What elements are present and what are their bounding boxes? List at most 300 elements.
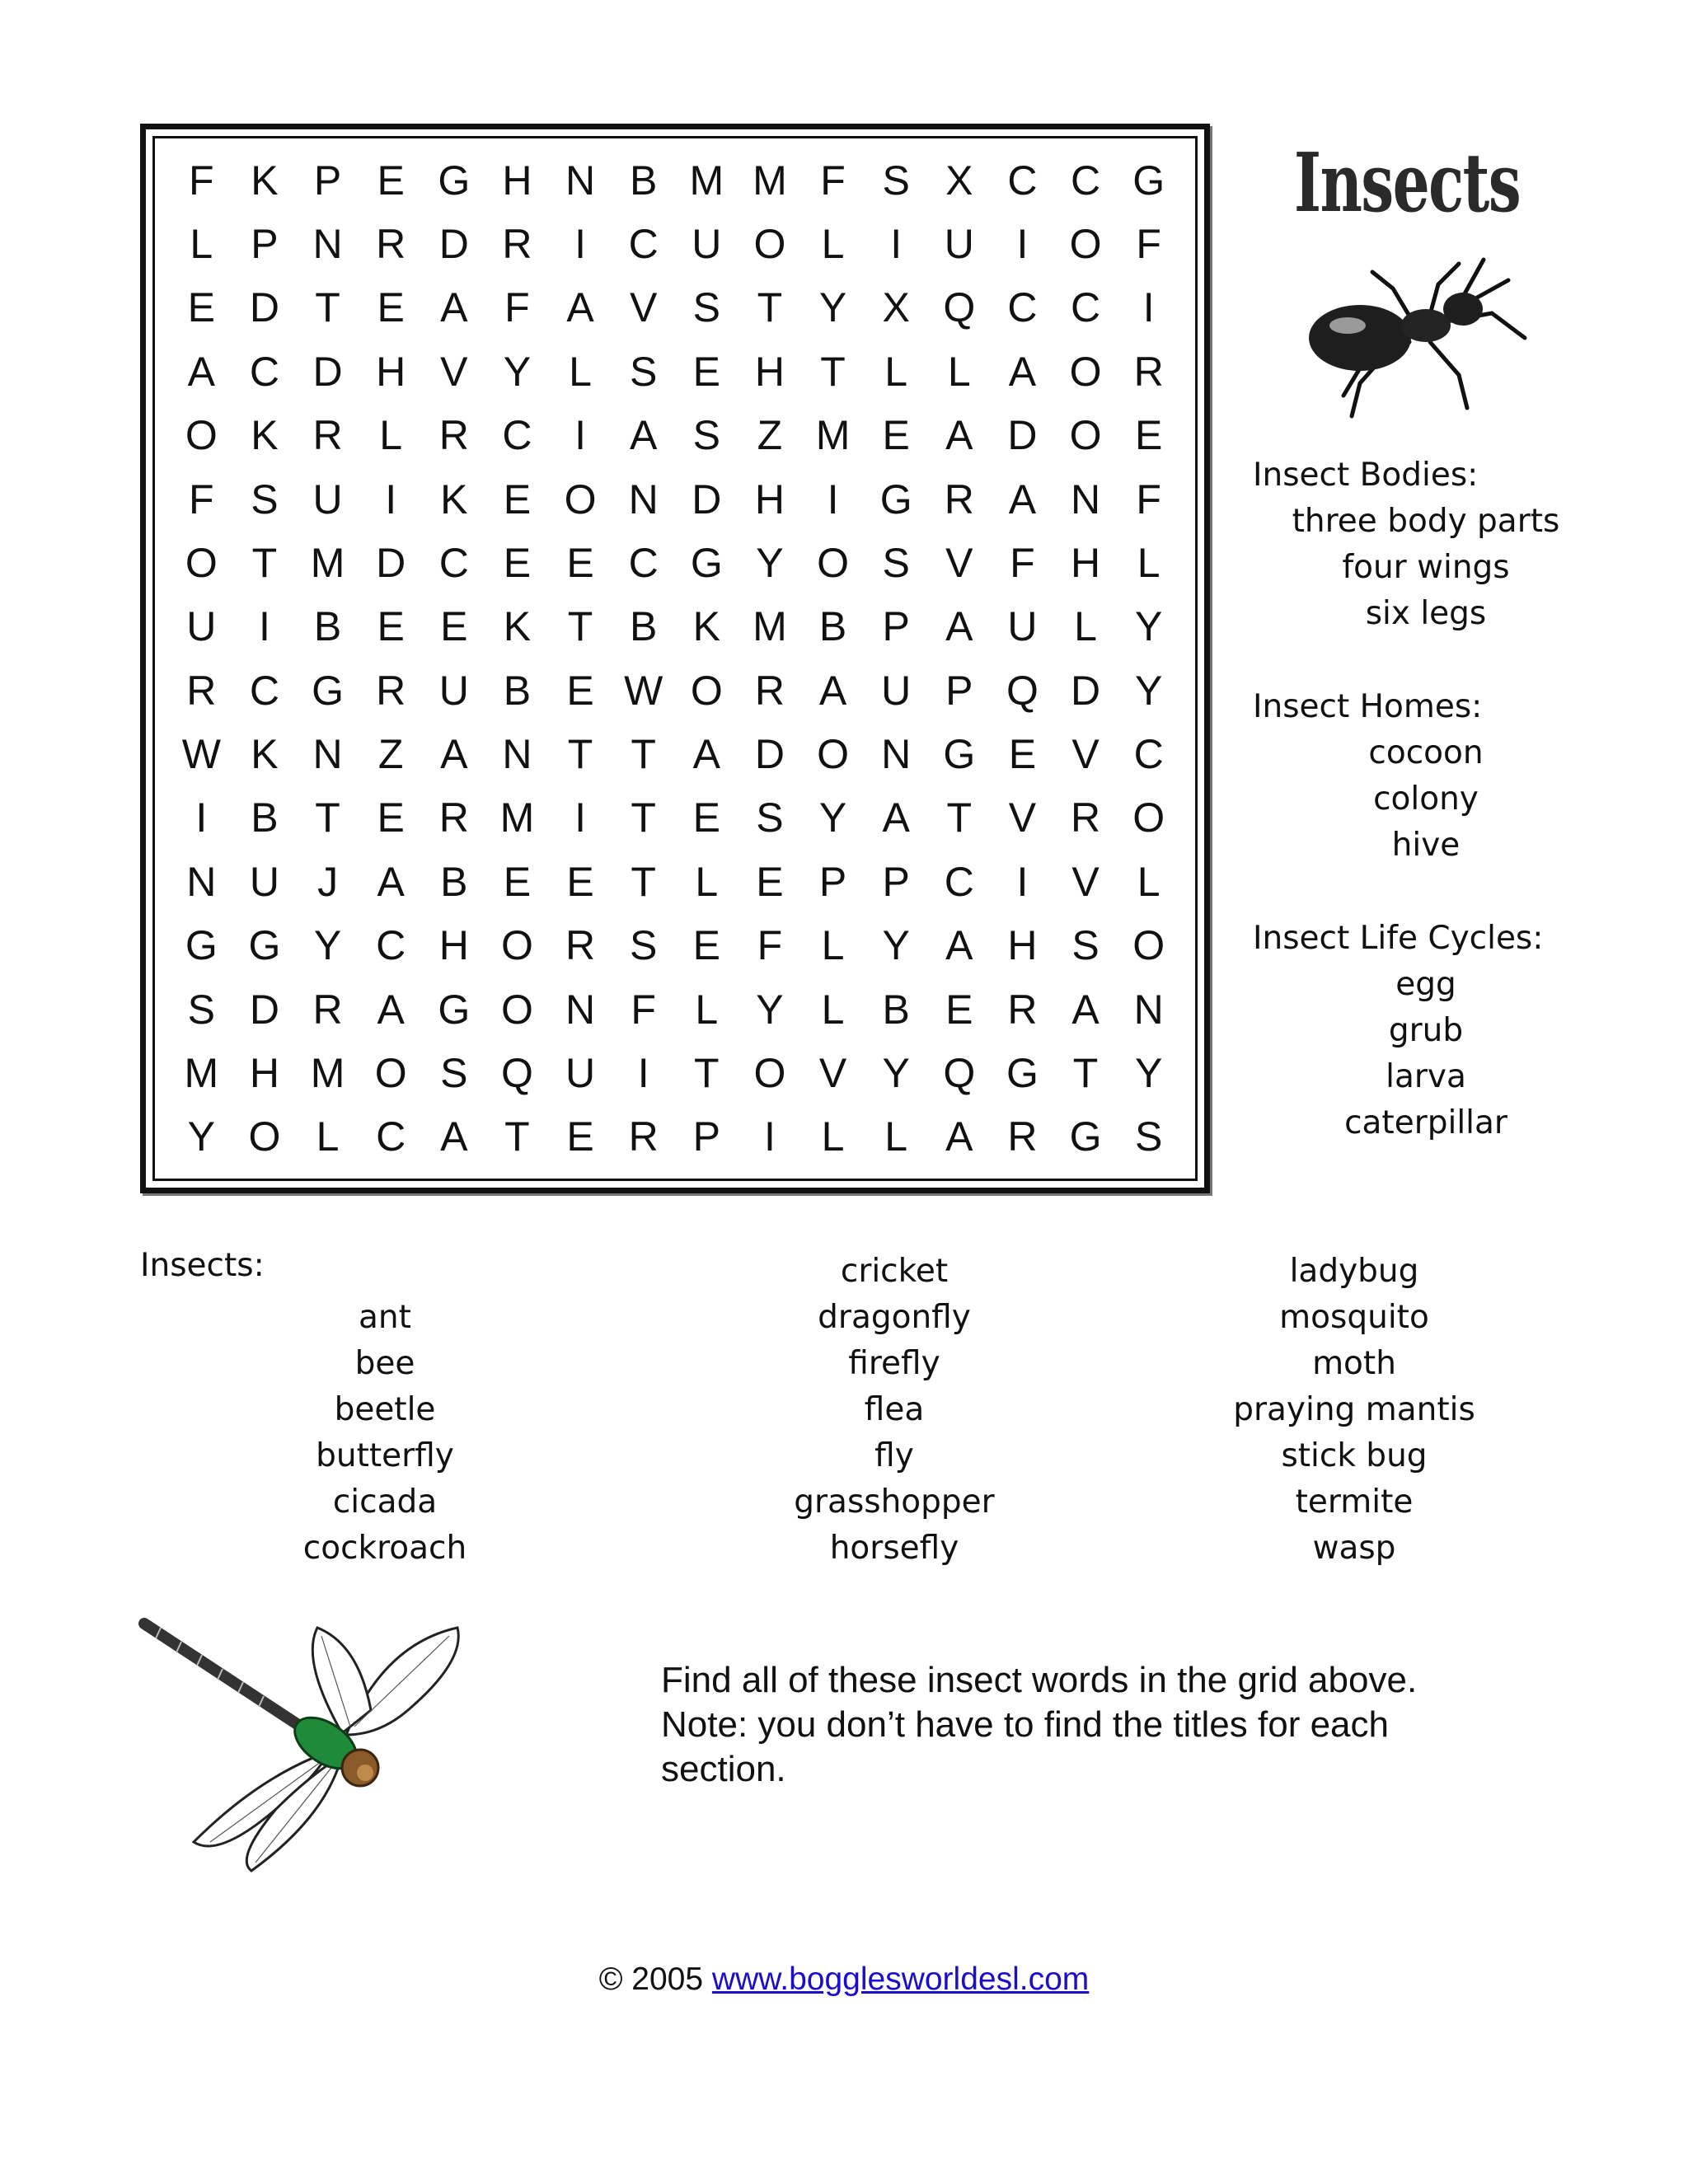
grid-cell: I <box>827 476 839 523</box>
grid-cell: D <box>376 539 406 586</box>
grid-cell: C <box>376 1113 406 1160</box>
grid-cell: Y <box>1135 667 1163 714</box>
grid-cell: H <box>438 922 469 969</box>
grid-cell: U <box>881 667 912 714</box>
grid-cell: N <box>186 858 217 905</box>
copyright-text: © 2005 <box>598 1961 704 1997</box>
grid-cell: E <box>503 539 532 586</box>
grid-cell: K <box>251 157 279 204</box>
grid-cell: U <box>186 603 217 650</box>
grid-cell: E <box>1008 731 1037 778</box>
grid-cell: E <box>945 986 973 1033</box>
grid-cell: D <box>438 221 469 268</box>
grid-cell: A <box>818 667 847 714</box>
grid-cell: P <box>251 221 279 268</box>
grid-cell: N <box>565 157 596 204</box>
grid-cell: R <box>376 221 406 268</box>
grid-cell: G <box>248 922 281 969</box>
footer <box>0 1961 1688 1998</box>
list-item: cricket <box>840 1253 949 1290</box>
grid-cell: B <box>313 603 342 650</box>
grid-cell: A <box>187 348 215 395</box>
list-item: beetle <box>334 1391 436 1428</box>
grid-cell: G <box>185 922 218 969</box>
insect-homes-heading: Insect Homes: <box>1253 688 1483 725</box>
grid-cell: E <box>692 794 720 841</box>
grid-cell: L <box>821 922 845 969</box>
grid-cell: O <box>500 986 533 1033</box>
list-item: horsefly <box>829 1530 959 1567</box>
grid-cell: S <box>882 157 910 204</box>
grid-cell: N <box>1071 476 1101 523</box>
list-item: wasp <box>1312 1530 1396 1567</box>
grid-cell: C <box>628 221 659 268</box>
grid-cell: A <box>566 284 594 331</box>
grid-letters <box>152 136 1198 1181</box>
grid-cell: G <box>690 539 723 586</box>
grid-cell: Q <box>943 284 976 331</box>
grid-cell: C <box>1007 284 1038 331</box>
grid-cell: P <box>945 667 973 714</box>
grid-cell: T <box>251 539 278 586</box>
grid-cell: R <box>312 412 343 459</box>
grid-cell: A <box>1071 986 1100 1033</box>
grid-cell: E <box>1135 412 1163 459</box>
grid-cell: K <box>503 603 532 650</box>
grid-cell: E <box>377 284 405 331</box>
list-item: ladybug <box>1289 1253 1419 1290</box>
grid-cell: I <box>1142 284 1155 331</box>
grid-cell: B <box>818 603 847 650</box>
grid-cell: Y <box>756 986 784 1033</box>
grid-cell: E <box>756 858 784 905</box>
grid-cell: A <box>945 412 973 459</box>
grid-cell: T <box>631 794 656 841</box>
grid-cell: R <box>1007 986 1038 1033</box>
list-item: dragonfly <box>818 1299 971 1336</box>
list-item: grasshopper <box>794 1483 995 1521</box>
list-item: praying mantis <box>1233 1391 1475 1428</box>
grid-cell: C <box>628 539 659 586</box>
grid-cell: L <box>379 412 403 459</box>
list-item: ant <box>359 1299 411 1336</box>
grid-cell: H <box>754 476 785 523</box>
list-item: cocoon <box>1368 734 1484 771</box>
grid-cell: O <box>248 1113 281 1160</box>
list-item: caterpillar <box>1344 1104 1507 1141</box>
grid-cell: S <box>440 1049 468 1096</box>
grid-cell: D <box>312 348 343 395</box>
grid-cell: C <box>1007 157 1038 204</box>
grid-cell: A <box>1008 348 1037 395</box>
grid-cell: S <box>251 476 279 523</box>
grid-cell: U <box>1007 603 1038 650</box>
grid-cell: C <box>249 667 279 714</box>
list-item: stick bug <box>1281 1437 1428 1474</box>
list-item: bee <box>354 1345 415 1382</box>
grid-cell: V <box>1008 794 1037 841</box>
list-item: flea <box>864 1391 925 1428</box>
grid-cell: E <box>566 667 594 714</box>
grid-cell: L <box>884 348 908 395</box>
list-item: egg <box>1395 966 1456 1003</box>
grid-cell: Y <box>818 794 847 841</box>
grid-cell: Q <box>500 1049 533 1096</box>
grid-cell: F <box>1136 221 1161 268</box>
grid-cell: V <box>818 1049 847 1096</box>
grid-cell: C <box>502 412 532 459</box>
grid-cell: A <box>945 922 973 969</box>
grid-cell: L <box>569 348 592 395</box>
grid-cell: N <box>881 731 912 778</box>
grid-cell: N <box>312 731 343 778</box>
grid-cell: L <box>821 1113 845 1160</box>
grid-cell: H <box>249 1049 279 1096</box>
grid-cell: U <box>565 1049 596 1096</box>
grid-cell: R <box>754 667 785 714</box>
grid-cell: L <box>884 1113 908 1160</box>
grid-cell: H <box>754 348 785 395</box>
grid-cell: G <box>1132 157 1165 204</box>
grid-cell: E <box>503 858 532 905</box>
grid-cell: F <box>189 476 214 523</box>
grid-cell: I <box>1016 858 1029 905</box>
grid-cell: A <box>630 412 658 459</box>
ant-icon <box>1294 239 1541 420</box>
grid-cell: S <box>756 794 784 841</box>
grid-cell: F <box>757 922 783 969</box>
grid-cell: B <box>630 603 658 650</box>
grid-cell: L <box>947 348 971 395</box>
grid-cell: L <box>821 221 845 268</box>
grid-cell: J <box>317 858 339 905</box>
instruction-line: Note: you don’t have to find the titles for each <box>661 1704 1389 1745</box>
grid-cell: E <box>377 603 405 650</box>
list-item: termite <box>1295 1483 1414 1521</box>
grid-cell: F <box>631 986 656 1033</box>
grid-cell: U <box>944 221 974 268</box>
grid-cell: A <box>377 986 405 1033</box>
grid-cell: C <box>944 858 974 905</box>
grid-cell: N <box>628 476 659 523</box>
grid-cell: K <box>692 603 720 650</box>
grid-cell: R <box>376 667 406 714</box>
grid-cell: O <box>185 412 218 459</box>
grid-cell: E <box>566 539 594 586</box>
grid-cell: S <box>692 284 720 331</box>
grid-cell: G <box>438 157 471 204</box>
grid-cell: M <box>753 603 787 650</box>
grid-cell: Z <box>377 731 404 778</box>
grid-cell: V <box>1071 858 1100 905</box>
list-item: moth <box>1312 1345 1396 1382</box>
grid-cell: I <box>574 794 587 841</box>
grid-cell: O <box>753 221 786 268</box>
list-item: cicada <box>332 1483 438 1521</box>
grid-cell: R <box>565 922 596 969</box>
grid-cell: T <box>631 858 656 905</box>
grid-cell: P <box>313 157 342 204</box>
grid-cell: L <box>821 986 845 1033</box>
grid-cell: U <box>249 858 279 905</box>
insect-homes-section <box>1253 683 1566 869</box>
grid-cell: D <box>754 731 785 778</box>
grid-cell: Y <box>313 922 342 969</box>
instruction-line: section. <box>661 1749 786 1789</box>
grid-cell: T <box>757 284 783 331</box>
grid-cell: T <box>567 731 593 778</box>
grid-cell: A <box>377 858 405 905</box>
insect-bodies-section <box>1253 452 1566 637</box>
grid-cell: I <box>258 603 270 650</box>
grid-cell: Q <box>1006 667 1039 714</box>
grid-cell: A <box>882 794 910 841</box>
grid-cell: K <box>251 731 279 778</box>
grid-cell: Y <box>882 922 910 969</box>
grid-cell: T <box>820 348 846 395</box>
grid-cell: U <box>312 476 343 523</box>
grid-cell: R <box>628 1113 659 1160</box>
grid-cell: V <box>630 284 658 331</box>
list-item: six legs <box>1365 595 1487 632</box>
grid-cell: L <box>695 986 719 1033</box>
list-item: grub <box>1388 1012 1464 1049</box>
grid-cell: I <box>763 1113 776 1160</box>
grid-cell: A <box>945 603 973 650</box>
grid-cell: B <box>440 858 468 905</box>
grid-cell: N <box>1133 986 1164 1033</box>
insect-life-cycles-section <box>1253 915 1566 1146</box>
grid-cell: T <box>631 731 656 778</box>
grid-cell: M <box>310 1049 345 1096</box>
grid-cell: T <box>946 794 973 841</box>
grid-cell: X <box>882 284 910 331</box>
grid-cell: O <box>1069 348 1102 395</box>
grid-cell: L <box>1074 603 1097 650</box>
grid-cell: P <box>882 603 910 650</box>
list-item: firefly <box>848 1345 940 1382</box>
list-item: three body parts <box>1292 503 1560 540</box>
grid-cell: O <box>1069 412 1102 459</box>
grid-cell: I <box>574 412 587 459</box>
grid-cell: S <box>1135 1113 1163 1160</box>
grid-cell: E <box>566 858 594 905</box>
word-list-column-3 <box>1206 1249 1503 1572</box>
grid-cell: F <box>820 157 846 204</box>
grid-cell: V <box>440 348 468 395</box>
dragonfly-icon <box>136 1611 466 1875</box>
sidebar <box>1253 452 1566 1193</box>
grid-cell: M <box>499 794 535 841</box>
grid-cell: T <box>315 284 340 331</box>
grid-cell: I <box>637 1049 649 1096</box>
grid-cell: F <box>1010 539 1035 586</box>
grid-cell: M <box>689 157 724 204</box>
grid-cell: G <box>879 476 912 523</box>
grid-cell: N <box>565 986 596 1033</box>
word-search-grid <box>140 124 1210 1193</box>
list-item: hive <box>1391 827 1461 864</box>
grid-cell: S <box>882 539 910 586</box>
grid-cell: M <box>753 157 787 204</box>
grid-cell: H <box>1071 539 1101 586</box>
grid-cell: U <box>692 221 722 268</box>
grid-cell: E <box>503 476 532 523</box>
grid-cell: Y <box>756 539 784 586</box>
grid-cell: P <box>692 1113 720 1160</box>
grid-cell: O <box>564 476 597 523</box>
grid-cell: Q <box>943 1049 976 1096</box>
grid-cell: R <box>1007 1113 1038 1160</box>
grid-cell: O <box>500 922 533 969</box>
grid-cell: H <box>1007 922 1038 969</box>
instruction-line: Find all of these insect words in the grid above. <box>661 1660 1418 1700</box>
grid-cell: E <box>377 157 405 204</box>
grid-cell: S <box>692 412 720 459</box>
grid-cell: W <box>181 731 221 778</box>
grid-cell: T <box>567 603 593 650</box>
grid-cell: S <box>187 986 215 1033</box>
grid-cell: C <box>1071 284 1101 331</box>
grid-cell: H <box>502 157 532 204</box>
list-item: mosquito <box>1279 1299 1429 1336</box>
grid-cell: E <box>692 348 720 395</box>
grid-cell: D <box>249 986 279 1033</box>
grid-cell: A <box>945 1113 973 1160</box>
grid-cell: C <box>1071 157 1101 204</box>
grid-cell: M <box>310 539 345 586</box>
grid-cell: R <box>502 221 532 268</box>
grid-cell: E <box>377 794 405 841</box>
grid-cell: R <box>312 986 343 1033</box>
grid-cell: U <box>438 667 469 714</box>
grid-cell: P <box>882 858 910 905</box>
word-list-column-1 <box>237 1295 533 1572</box>
grid-cell: R <box>438 412 469 459</box>
grid-cell: D <box>692 476 722 523</box>
grid-cell: B <box>882 986 910 1033</box>
grid-cell: C <box>376 922 406 969</box>
grid-cell: D <box>1071 667 1101 714</box>
word-list-heading: Insects: <box>140 1247 265 1284</box>
grid-cell: G <box>312 667 345 714</box>
grid-cell: C <box>438 539 469 586</box>
grid-cell: A <box>1008 476 1037 523</box>
instructions <box>661 1658 1502 1792</box>
grid-cell: G <box>438 986 471 1033</box>
grid-cell: R <box>438 794 469 841</box>
grid-cell: I <box>385 476 397 523</box>
grid-cell: F <box>504 284 530 331</box>
list-item: four wings <box>1342 549 1510 586</box>
grid-cell: L <box>1137 858 1160 905</box>
word-list-column-2 <box>746 1249 1043 1572</box>
grid-cell: T <box>315 794 340 841</box>
grid-cell: B <box>503 667 532 714</box>
grid-cell: O <box>1132 794 1165 841</box>
grid-cell: R <box>944 476 974 523</box>
grid-cell: T <box>1072 1049 1099 1096</box>
insect-bodies-heading: Insect Bodies: <box>1253 457 1479 494</box>
grid-cell: Z <box>757 412 783 459</box>
grid-cell: O <box>817 731 850 778</box>
grid-cell: G <box>1069 1113 1102 1160</box>
list-item: butterfly <box>316 1437 454 1474</box>
grid-cell: P <box>818 858 847 905</box>
grid-cell: E <box>187 284 215 331</box>
grid-cell: B <box>630 157 658 204</box>
grid-cell: D <box>249 284 279 331</box>
grid-cell: O <box>753 1049 786 1096</box>
grid-cell: Y <box>818 284 847 331</box>
grid-cell: Y <box>1135 603 1163 650</box>
grid-cell: F <box>189 157 214 204</box>
grid-cell: W <box>624 667 663 714</box>
grid-cell: T <box>504 1113 530 1160</box>
grid-cell: E <box>882 412 910 459</box>
grid-cell: M <box>815 412 851 459</box>
list-item: colony <box>1373 780 1479 818</box>
grid-cell: O <box>1132 922 1165 969</box>
website-link[interactable]: www.bogglesworldesl.com <box>711 1961 1090 1997</box>
grid-cell: C <box>1133 731 1164 778</box>
grid-cell: S <box>630 348 658 395</box>
list-item: fly <box>874 1437 914 1474</box>
grid-cell: M <box>184 1049 219 1096</box>
grid-cell: A <box>440 731 468 778</box>
grid-cell: Y <box>882 1049 910 1096</box>
grid-cell: O <box>817 539 850 586</box>
grid-cell: C <box>249 348 279 395</box>
grid-cell: I <box>195 794 208 841</box>
grid-cell: H <box>376 348 406 395</box>
grid-cell: I <box>890 221 903 268</box>
grid-cell: E <box>440 603 468 650</box>
grid-cell: O <box>374 1049 407 1096</box>
grid-cell: O <box>185 539 218 586</box>
grid-cell: Y <box>187 1113 215 1160</box>
grid-cell: D <box>1007 412 1038 459</box>
grid-cell: Y <box>503 348 532 395</box>
grid-cell: G <box>1006 1049 1039 1096</box>
grid-cell: O <box>1069 221 1102 268</box>
list-item: cockroach <box>302 1530 467 1567</box>
grid-cell: Y <box>1135 1049 1163 1096</box>
grid-cell: S <box>1071 922 1100 969</box>
grid-cell: V <box>945 539 973 586</box>
grid-cell: N <box>502 731 532 778</box>
grid-cell: N <box>312 221 343 268</box>
grid-cell: X <box>945 157 973 204</box>
grid-cell: R <box>186 667 217 714</box>
grid-cell: B <box>251 794 279 841</box>
grid-cell: E <box>692 922 720 969</box>
grid-cell: O <box>690 667 723 714</box>
grid-cell: L <box>695 858 719 905</box>
grid-cell: R <box>1071 794 1101 841</box>
grid-cell: R <box>1133 348 1164 395</box>
grid-cell: K <box>251 412 279 459</box>
grid-cell: L <box>190 221 213 268</box>
grid-cell: K <box>440 476 468 523</box>
grid-cell: S <box>630 922 658 969</box>
insect-life-cycles-heading: Insect Life Cycles: <box>1253 920 1544 957</box>
grid-cell: L <box>1137 539 1160 586</box>
grid-cell: I <box>574 221 587 268</box>
list-item: larva <box>1386 1058 1466 1095</box>
grid-cell: E <box>566 1113 594 1160</box>
grid-cell: A <box>692 731 720 778</box>
